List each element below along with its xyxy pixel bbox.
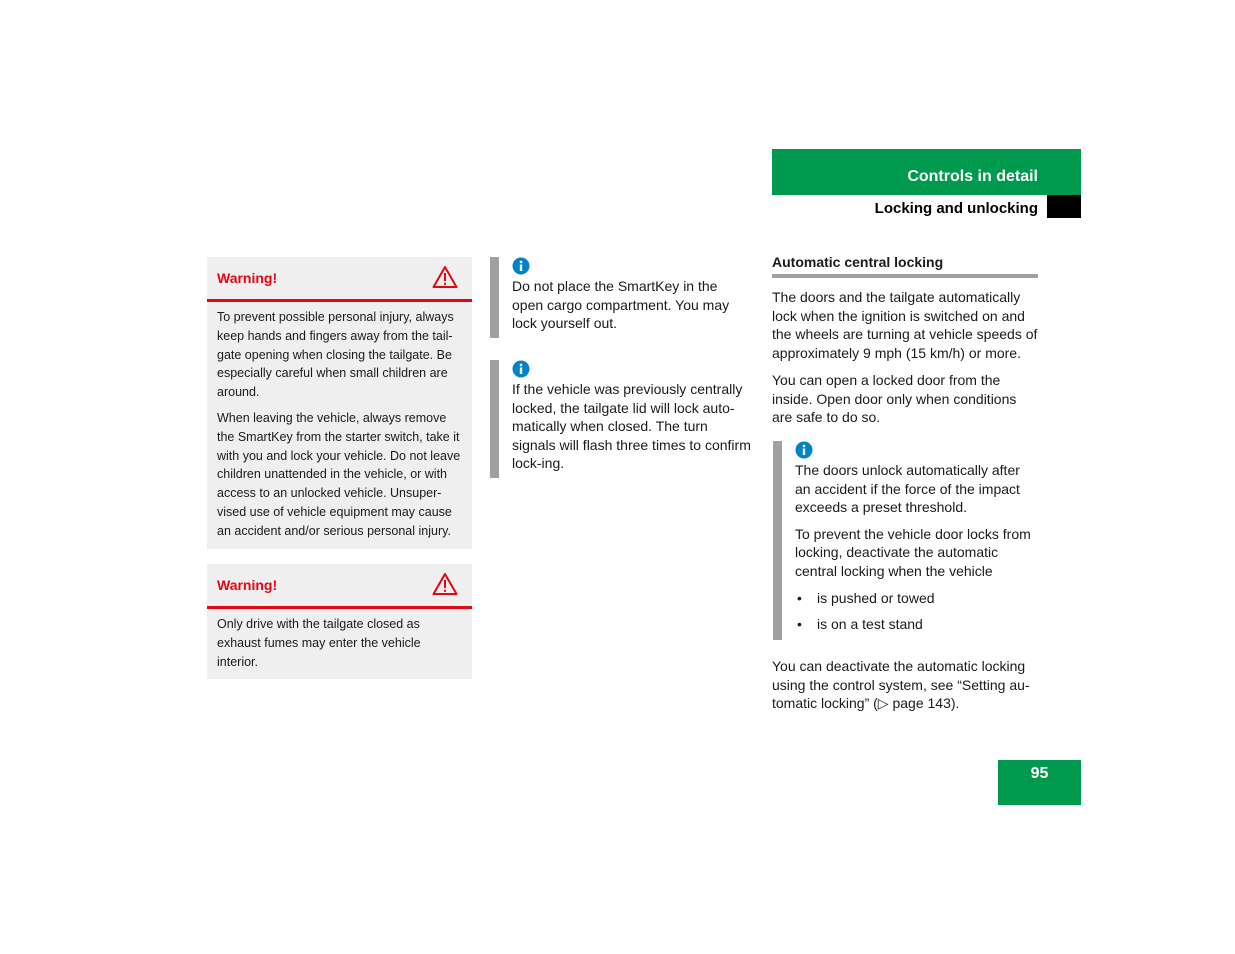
list-item: • is pushed or towed [795, 589, 1039, 608]
subsection-title: Locking and unlocking [874, 200, 1038, 217]
info-icon [512, 360, 530, 378]
body-paragraph-page-reference: You can deactivate the automatic locking using the control system, see “Setting au-tomatic locking” (▷ page 143). [772, 658, 1030, 712]
info-bullet-list [795, 589, 1039, 634]
warning-box-tailgate [207, 257, 472, 549]
body-paragraph: You can open a locked door from the inside. Open door only when conditions are safe to do so. [772, 372, 1017, 426]
warning-header [207, 257, 472, 302]
section-title: Controls in detail [907, 168, 1038, 185]
info-text: The doors unlock automatically after an accident if the force of the impact exceeds a preset threshold. [795, 462, 1020, 516]
list-item: • is on a test stand [795, 615, 1039, 634]
body-paragraph: The doors and the tailgate automatically lock when the ignition is switched on and the wheels are turning at vehicle speeds of approximately 9 mph (15 km/h) or more. [772, 289, 1038, 361]
page-number: 95 [1030, 765, 1049, 782]
info-note-smartkey [490, 257, 752, 338]
info-text: If the vehicle was previously centrally locked, the tailgate lid will lock auto-matically when closed. The turn signals will flash three times to confirm lock-ing. [512, 381, 751, 472]
info-text: To prevent the vehicle door locks from locking, deactivate the automatic central locking when the vehicle [795, 525, 1031, 579]
heading-automatic-central-locking: Automatic central locking [772, 254, 1038, 278]
warning-triangle-icon [432, 572, 458, 596]
warning-box-exhaust [207, 564, 472, 679]
warning-triangle-icon [432, 265, 458, 289]
info-text: Do not place the SmartKey in the open cargo compartment. You may lock yourself out. [512, 278, 730, 332]
info-note-tailgate-lock [490, 360, 752, 478]
info-icon [512, 257, 530, 275]
warning-label: Warning! [217, 577, 278, 593]
warning-body [207, 302, 472, 549]
warning-body [207, 609, 472, 679]
warning-paragraph: To prevent possible personal injury, always keep hands and fingers away from the tail-gate opening when closing the tailgate. Be especially careful when small children are around. [217, 310, 454, 400]
warning-paragraph: Only drive with the tailgate closed as exhaust fumes may enter the vehicle interior. [217, 617, 421, 669]
info-note-auto-unlock [773, 441, 1039, 640]
warning-header [207, 564, 472, 609]
warning-label: Warning! [217, 270, 278, 286]
header-black-tab [1047, 195, 1081, 218]
warning-paragraph: When leaving the vehicle, always remove the SmartKey from the starter switch, take it with you and lock your vehicle. Do not leave children unattended in the vehicle, or with access to an unlocked vehicle. Unsuper-vised use of vehicle equipment may cause an accident and/or serious personal injury. [217, 410, 461, 538]
info-icon [795, 441, 813, 459]
